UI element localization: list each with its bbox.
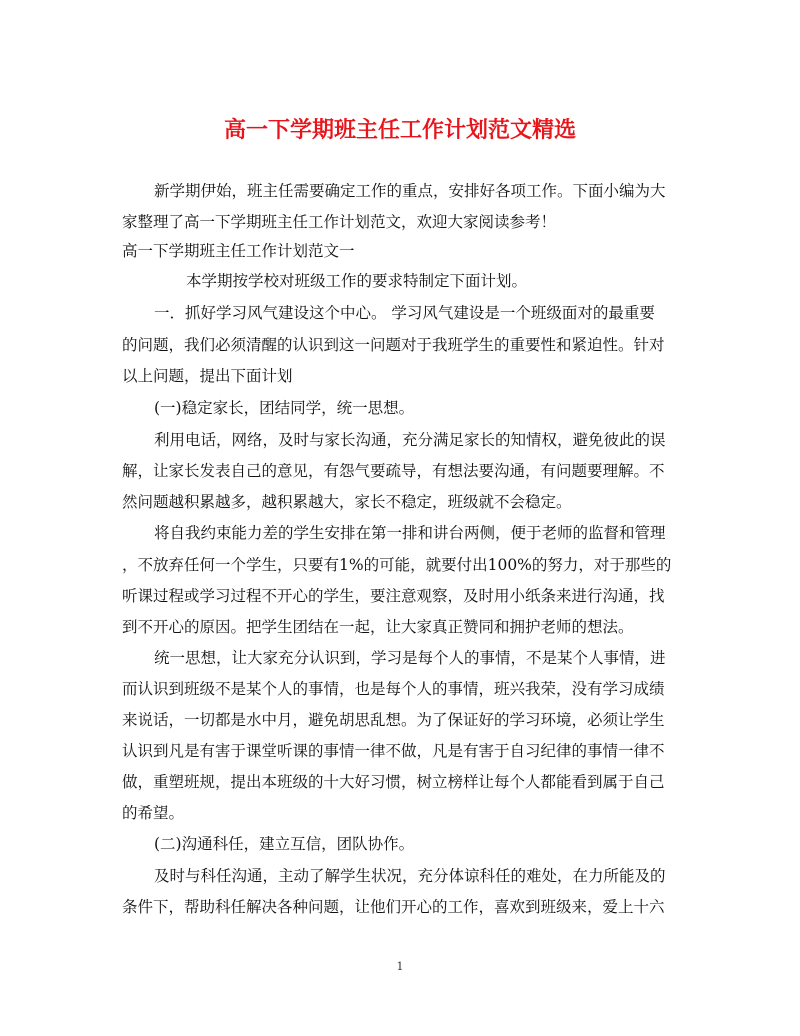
subheading-line: (二)沟通科任，建立互信，团队协作。 xyxy=(154,835,415,853)
paragraph-line: 统一思想，让大家充分认识到，学习是每个人的事情，不是某个人事情，进 xyxy=(154,649,666,667)
page-number: 1 xyxy=(396,960,404,973)
paragraph-line: 来说话，一切都是水中月，避免胡思乱想。为了保证好的学习环境，必须让学生 xyxy=(122,711,665,729)
paragraph-line: 到不开心的原因。把学生团结在一起，让大家真正赞同和拥护老师的想法。 xyxy=(122,618,634,636)
paragraph-line: 新学期伊始，班主任需要确定工作的重点，安排好各项工作。下面小编为大 xyxy=(154,182,666,200)
paragraph-line: 利用电话，网络，及时与家长沟通，充分满足家长的知情权，避免彼此的误 xyxy=(154,431,666,449)
paragraph-line: 的希望。 xyxy=(122,804,185,822)
paragraph-line: 的问题，我们必须清醒的认识到这一问题对于我班学生的重要性和紧迫性。针对 xyxy=(122,336,665,354)
paragraph-line: 听课过程或学习过程不开心的学生，要注意观察，及时用小纸条来进行沟通，找 xyxy=(122,587,665,605)
paragraph-line: 家整理了高一下学期班主任工作计划范文，欢迎大家阅读参考！ xyxy=(122,213,557,231)
section-heading: 高一下学期班主任工作计划范文一 xyxy=(122,242,355,260)
subheading-line: (一)稳定家长，团结同学，统一思想。 xyxy=(154,399,415,417)
paragraph-line: ，不放弃任何一个学生，只要有1%的可能，就要付出100%的努力，对于那些的 xyxy=(122,556,672,574)
paragraph-line: 而认识到班级不是某个人的事情，也是每个人的事情，班兴我荣，没有学习成绩 xyxy=(122,680,665,698)
paragraph-line: 以上问题，提出下面计划 xyxy=(122,367,293,385)
paragraph-line: 做，重塑班规，提出本班级的十大好习惯，树立榜样让每个人都能看到属于自己 xyxy=(122,773,665,791)
paragraph-line: 及时与科任沟通，主动了解学生状况，充分体谅科任的难处，在力所能及的 xyxy=(154,867,666,885)
paragraph-line: 一．抓好学习风气建设这个中心。 学习风气建设是一个班级面对的最重要 xyxy=(154,304,655,322)
paragraph-line: 本学期按学校对班级工作的要求特制定下面计划。 xyxy=(186,272,528,290)
paragraph-line: 将自我约束能力差的学生安排在第一排和讲台两侧，便于老师的监督和管理 xyxy=(154,524,666,542)
paragraph-line: 条件下，帮助科任解决各种问题，让他们开心的工作，喜欢到班级来，爱上十六 xyxy=(122,898,665,916)
paragraph-line: 认识到凡是有害于课堂听课的事情一律不做，凡是有害于自习纪律的事情一律不 xyxy=(122,742,665,760)
document-title: 高一下学期班主任工作计划范文精选 xyxy=(223,117,576,143)
paragraph-line: 然问题越积累越多，越积累越大，家长不稳定，班级就不会稳定。 xyxy=(122,493,572,511)
paragraph-line: 解，让家长发表自己的意见，有怨气要疏导，有想法要沟通，有问题要理解。不 xyxy=(122,462,665,480)
